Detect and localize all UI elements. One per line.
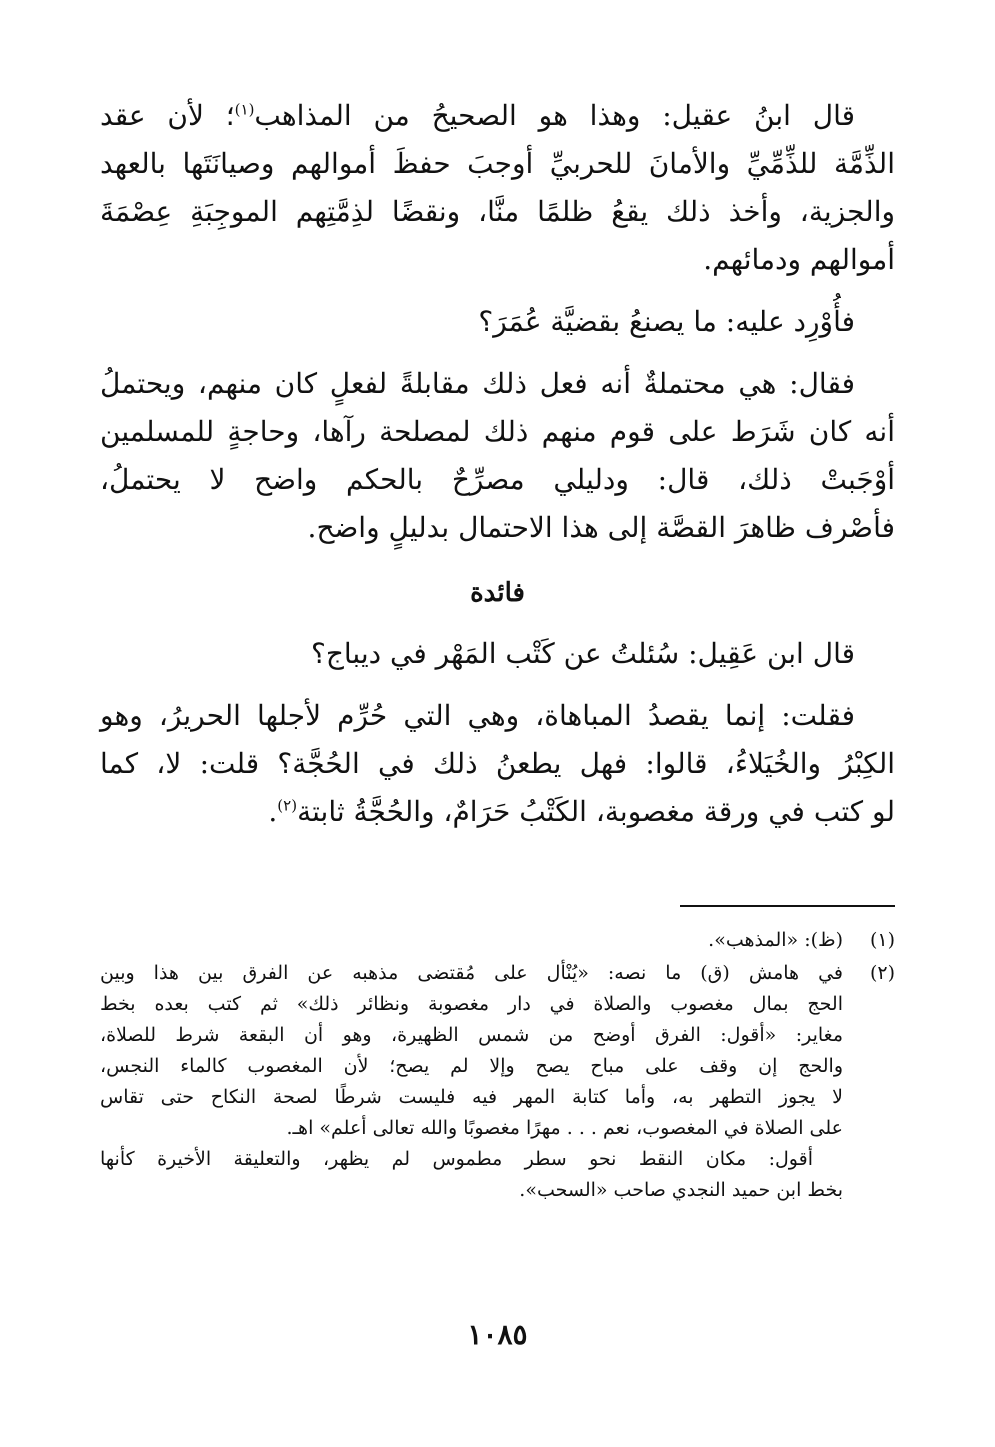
footnote-line: على الصلاة في المغصوب، نعم . . . مهرًا مغصوبًا والله تعالى أعلم» اهـ. (286, 1117, 843, 1139)
page-number: ١٠٨٥ (467, 1318, 528, 1351)
footnote-divider (680, 905, 895, 907)
text-line: قال ابن عَقِيل: سُئلتُ عن كَتْب المَهْر في ديباج؟ (310, 637, 855, 670)
footnote-ref-1[interactable]: (١) (234, 100, 255, 119)
text-line: أموالهم ودمائهم. (703, 243, 895, 276)
text-line: أوْجَبتْ ذلك، قال: ودليلي مصرِّحٌ بالحكم واضح لا يحتملُ، (100, 463, 895, 496)
text-line: . (268, 795, 278, 828)
paragraph-5 (100, 692, 895, 836)
text-line: قال ابنُ عقيل: وهذا هو الصحيحُ من المذاهب (254, 99, 855, 132)
paragraph-1 (100, 92, 895, 284)
text-line: فأُوْرِد عليه: ما يصنعُ بقضيَّة عُمَرَ؟ (478, 305, 855, 338)
paragraph-3 (100, 360, 895, 552)
text-line: لو كتب في ورقة مغصوبة، الكَتْبُ حَرَامٌ، والحُجَّةُ ثابتة (297, 795, 895, 828)
text-line: الذِّمَّة للذِّمِّيِّ والأمانَ للحربيِّ أوجبَ حفظَ أموالهم وصيانَتَها بالعهد (100, 147, 895, 180)
footnote-2 (100, 958, 895, 1206)
text-line: فأصْرف ظاهرَ القصَّة إلى هذا الاحتمال بدليلٍ واضح. (307, 511, 895, 544)
text-line: الكِبْرُ والخُيَلاءُ، قالوا: فهل يطعنُ ذلك في الحُجَّة؟ قلت: لا، كما (100, 747, 895, 780)
footnote-line: لا يجوز التطهر به، وأما كتابة المهر فيه فليست شرطًا لصحة النكاح حتى تقاس (100, 1086, 843, 1108)
text-line: فقال: هي محتملةٌ أنه فعل ذلك مقابلةً لفعلٍ كان منهم، ويحتملُ (100, 367, 855, 400)
footnote-line: الحج بمال مغصوب والصلاة في دار مغصوبة ونظائر ذلك» ثم كتب بعده بخط (100, 993, 843, 1015)
footnote-line: بخط ابن حميد النجدي صاحب «السحب». (519, 1179, 843, 1201)
main-text (100, 92, 895, 850)
footnote-number: (١) (869, 929, 895, 951)
text-line: فقلت: إنما يقصدُ المباهاة، وهي التي حُرِّم لأجلها الحريرُ، وهو (100, 699, 855, 732)
footnote-line: والحج إن وقف على مباح يصح وإلا لم يصح؛ لأن المغصوب كالماء النجس، (100, 1055, 843, 1077)
footnote-number: (٢) (869, 962, 895, 984)
text-line: أنه كان شَرَط على قوم منهم ذلك لمصلحة رآها، وحاجةٍ للمسلمين (100, 415, 895, 448)
text-line: والجزية، وأخذ ذلك يقعُ ظلمًا منَّا، ونقضًا لذِمَّتِهم الموجِبَةِ عِصْمَةَ (100, 195, 895, 228)
paragraph-4 (100, 630, 895, 678)
footnote-line: مغاير: «أقول: الفرق أوضح من شمس الظهيرة، وهو أن البقعة شرط للصلاة، (100, 1024, 843, 1046)
footnote-line: أقول: مكان النقط نحو سطر مطموس لم يظهر، والتعليقة الأخيرة كأنها (100, 1148, 813, 1170)
footnote-line: (ظ): «المذهب». (708, 929, 843, 951)
footnotes (100, 925, 895, 1208)
footnote-1 (100, 925, 895, 956)
section-heading: فائدة (470, 578, 525, 608)
footnote-line: في هامش (ق) ما نصه: «يُنْأل على مُقتضى مذهبه عن الفرق بين هذا وبين (100, 962, 843, 984)
text-line: ؛ لأن عقد (100, 99, 235, 132)
paragraph-2 (100, 298, 895, 346)
footnote-ref-2[interactable]: (٢) (277, 796, 298, 815)
